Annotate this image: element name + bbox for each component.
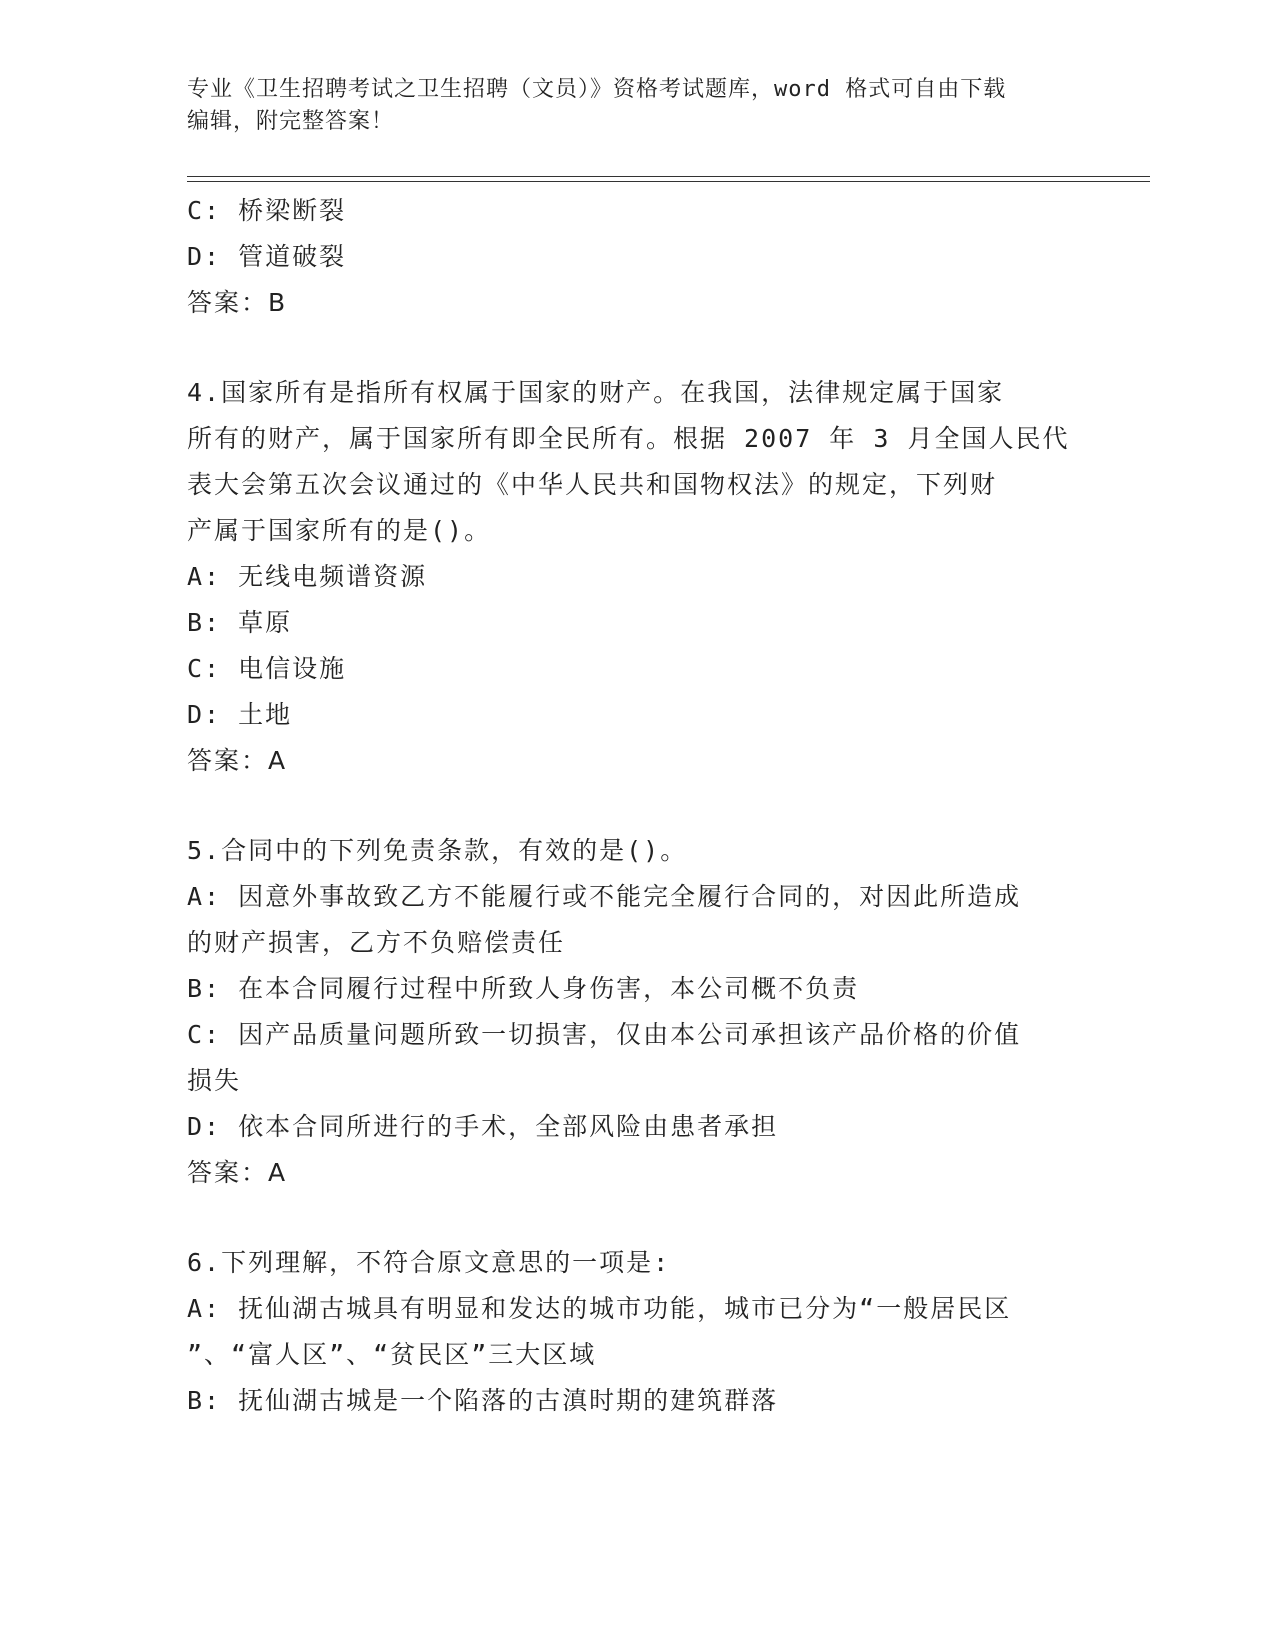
spacer	[187, 1196, 1077, 1240]
q4-stem-line-2: 所有的财产，属于国家所有即全民所有。根据 2007 年 3 月全国人民代	[187, 424, 1070, 453]
spacer	[187, 326, 1077, 370]
q4-answer: 答案：A	[187, 746, 288, 775]
q4-stem-line-1: 4.国家所有是指所有权属于国家的财产。在我国，法律规定属于国家	[187, 378, 1005, 407]
q4-option-b: B: 草原	[187, 608, 293, 637]
q4-option-a: A: 无线电频谱资源	[187, 562, 428, 591]
q5-option-b: B: 在本合同履行过程中所致人身伤害，本公司概不负责	[187, 974, 860, 1003]
q5-stem: 5.合同中的下列免责条款，有效的是()。	[187, 836, 688, 865]
q6-option-a-line-1: A: 抚仙湖古城具有明显和发达的城市功能，城市已分为“一般居民区	[187, 1294, 1012, 1323]
header-line-2: 编辑，附完整答案！	[187, 109, 395, 134]
q6-option-a-line-2: ”、“富人区”、“贫民区”三大区域	[187, 1340, 597, 1369]
q6-stem: 6.下列理解，不符合原文意思的一项是:	[187, 1248, 671, 1277]
header-rule-top	[187, 176, 1150, 177]
spacer	[187, 784, 1077, 828]
q5-option-a-line-1: A: 因意外事故致乙方不能履行或不能完全履行合同的，对因此所造成	[187, 882, 1022, 911]
q4-stem-line-4: 产属于国家所有的是()。	[187, 516, 492, 545]
document-header	[187, 74, 1067, 138]
q5-option-c-line-1: C: 因产品质量问题所致一切损害，仅由本公司承担该产品价格的价值	[187, 1020, 1022, 1049]
q3-answer: 答案：B	[187, 288, 288, 317]
q5-answer: 答案：A	[187, 1158, 288, 1187]
q5-option-c-line-2: 损失	[187, 1066, 242, 1095]
q3-option-d: D: 管道破裂	[187, 242, 347, 271]
header-rule-bottom	[187, 181, 1150, 182]
q5-option-d: D: 依本合同所进行的手术，全部风险由患者承担	[187, 1112, 779, 1141]
q4-option-c: C: 电信设施	[187, 654, 347, 683]
q3-option-c: C: 桥梁断裂	[187, 196, 347, 225]
q6-option-b: B: 抚仙湖古城是一个陷落的古滇时期的建筑群落	[187, 1386, 779, 1415]
header-line-1: 专业《卫生招聘考试之卫生招聘（文员）》资格考试题库，word 格式可自由下载	[187, 77, 1007, 102]
q4-option-d: D: 土地	[187, 700, 293, 729]
q5-option-a-line-2: 的财产损害，乙方不负赔偿责任	[187, 928, 566, 957]
q4-stem-line-3: 表大会第五次会议通过的《中华人民共和国物权法》的规定，下列财	[187, 470, 998, 499]
question-content	[187, 188, 1077, 1424]
